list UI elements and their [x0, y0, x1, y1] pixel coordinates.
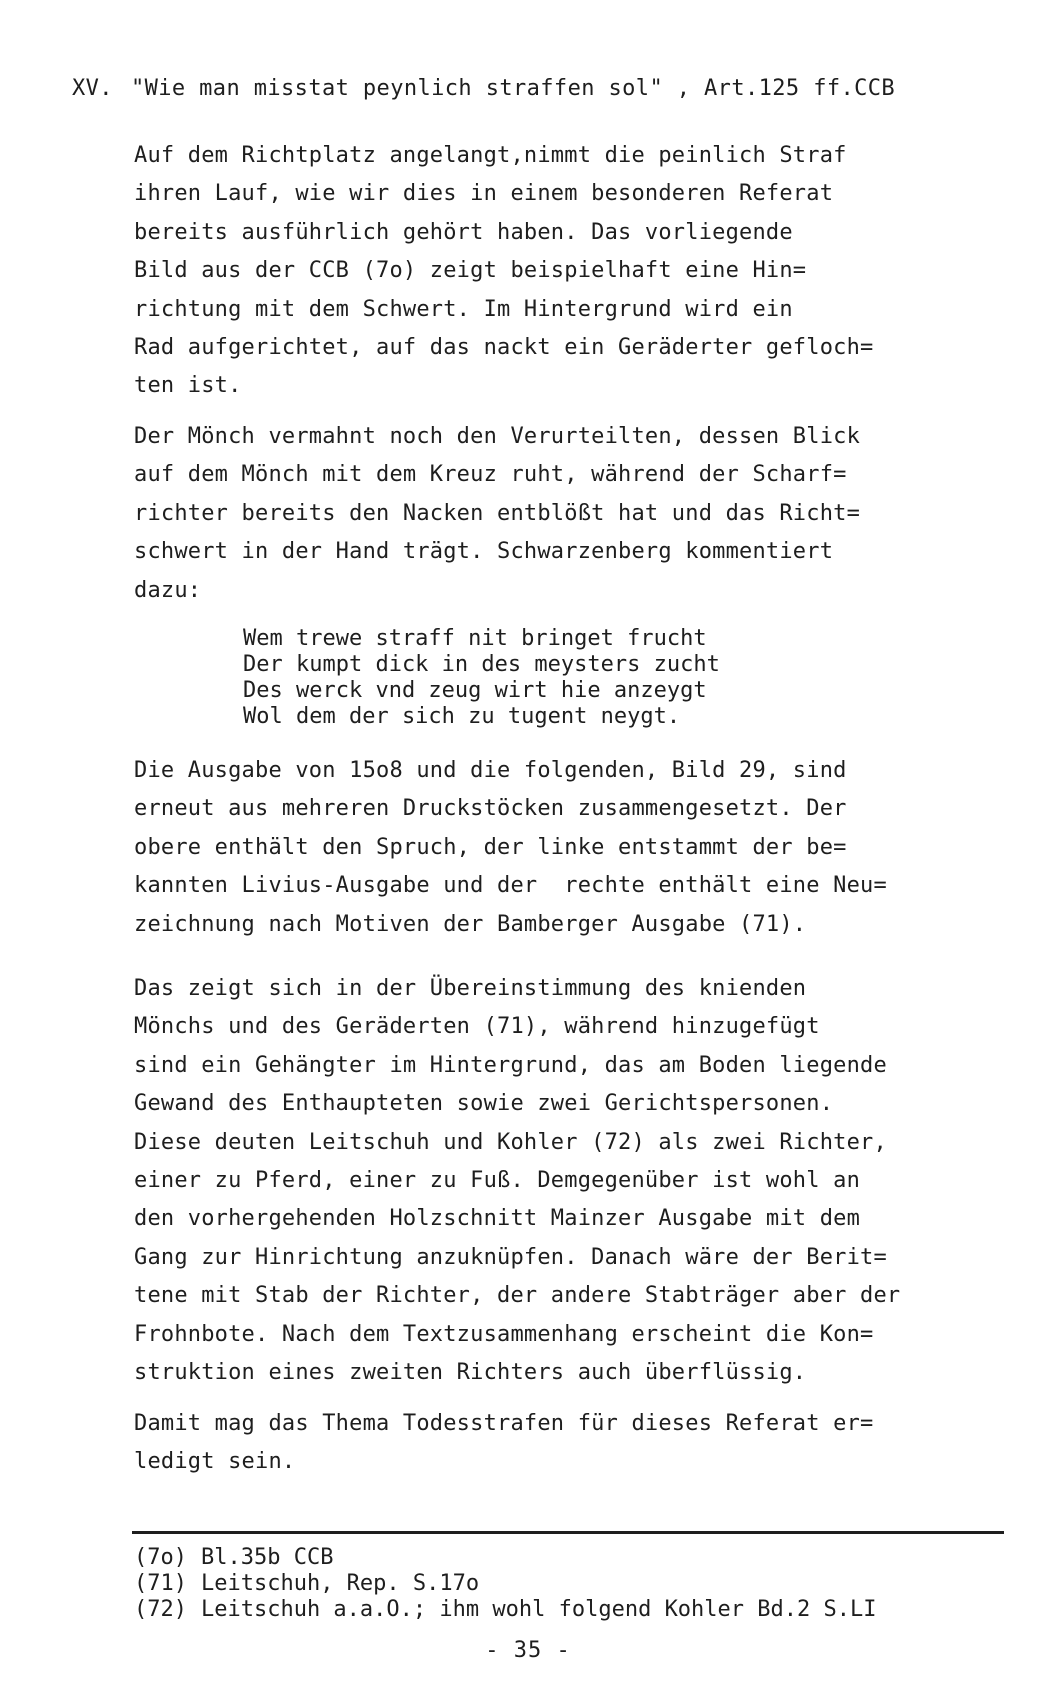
text-line: Gang zur Hinrichtung anzuknüpfen. Danach wäre der Berit=	[134, 1244, 887, 1270]
text-line: Mönchs und des Geräderten (71), während hinzugefügt	[134, 1014, 820, 1040]
text-line: ten ist.	[134, 373, 242, 399]
text-line: kannten Livius-Ausgabe und der rechte enthält eine Neu=	[134, 873, 887, 899]
text-line: ihren Lauf, wie wir dies in einem besonderen Referat	[134, 181, 834, 207]
footnote-text: Leitschuh a.a.O.; ihm wohl folgend Kohler Bd.2 S.LI	[200, 1597, 877, 1622]
footnote-72	[134, 1597, 877, 1623]
text-line: Frohnbote. Nach dem Textzusammenhang erscheint die Kon=	[134, 1321, 874, 1347]
paragraph-4	[134, 970, 1024, 1392]
page-number: - 35 -	[485, 1638, 571, 1663]
text-line: obere enthält den Spruch, der linke entstammt der be=	[134, 834, 847, 860]
footnote-marker: (71)	[134, 1571, 187, 1596]
paragraph-5	[134, 1405, 1024, 1482]
footnote-71	[134, 1571, 877, 1597]
verse-line: Wol dem der sich zu tugent neygt.	[243, 704, 681, 729]
text-line: struktion eines zweiten Richters auch überflüssig.	[134, 1360, 807, 1386]
text-line: Das zeigt sich in der Übereinstimmung des knienden	[134, 976, 807, 1001]
text-line: dazu:	[134, 577, 202, 603]
text-line: sind ein Gehängter im Hintergrund, das am Boden liegende	[134, 1052, 887, 1078]
verse-line: Des werck vnd zeug wirt hie anzeygt	[243, 678, 707, 703]
footnote-text: Leitschuh, Rep. S.17o	[200, 1571, 480, 1596]
footnote-marker: (7o)	[134, 1545, 187, 1570]
verse-line: Der kumpt dick in des meysters zucht	[243, 652, 720, 677]
text-line: ledigt sein.	[134, 1449, 296, 1475]
text-line: richter bereits den Nacken entblößt hat und das Richt=	[134, 500, 861, 526]
text-line: Die Ausgabe von 15o8 und die folgenden, Bild 29, sind	[134, 758, 847, 783]
text-line: Diese deuten Leitschuh und Kohler (72) als zwei Richter,	[134, 1129, 887, 1155]
text-line: Auf dem Richtplatz angelangt,nimmt die peinlich Straf	[134, 143, 847, 168]
paragraph-1	[134, 137, 1024, 406]
text-line: Bild aus der CCB (7o) zeigt beispielhaft eine Hin=	[134, 258, 807, 284]
text-line: schwert in der Hand trägt. Schwarzenberg kommentiert	[134, 539, 834, 565]
text-line: Rad aufgerichtet, auf das nackt ein Geräderter gefloch=	[134, 335, 874, 361]
text-line: einer zu Pferd, einer zu Fuß. Demgegenüber ist wohl an	[134, 1168, 861, 1194]
text-line: tene mit Stab der Richter, der andere Stabträger aber der	[134, 1283, 901, 1309]
section-title: "Wie man misstat peynlich straffen sol" , Art.125 ff.CCB	[130, 76, 896, 101]
text-line: zeichnung nach Motiven der Bamberger Ausgabe (71).	[134, 911, 807, 937]
footnote-divider	[132, 1531, 1004, 1534]
text-line: Der Mönch vermahnt noch den Verurteilten, dessen Blick	[134, 424, 861, 449]
footnote-marker: (72)	[134, 1597, 187, 1622]
verse-line: Wem trewe straff nit bringet frucht	[243, 626, 707, 651]
paragraph-2	[134, 418, 1024, 610]
text-line: richtung mit dem Schwert. Im Hintergrund wird ein	[134, 296, 793, 322]
text-line: den vorhergehenden Holzschnitt Mainzer Ausgabe mit dem	[134, 1206, 861, 1232]
text-line: bereits ausführlich gehört haben. Das vorliegende	[134, 219, 793, 245]
text-line: erneut aus mehreren Druckstöcken zusammengesetzt. Der	[134, 796, 847, 822]
section-heading	[72, 76, 895, 101]
footnote-text: Bl.35b CCB	[200, 1545, 334, 1570]
text-line: Gewand des Enthaupteten sowie zwei Gerichtspersonen.	[134, 1091, 834, 1117]
text-line: auf dem Mönch mit dem Kreuz ruht, während der Scharf=	[134, 462, 847, 488]
section-number: XV.	[72, 76, 113, 101]
paragraph-3	[134, 752, 1024, 944]
text-line: Damit mag das Thema Todesstrafen für dieses Referat er=	[134, 1411, 874, 1436]
verse-quote	[243, 626, 720, 730]
footnotes	[134, 1545, 877, 1623]
footnote-70	[134, 1545, 877, 1571]
